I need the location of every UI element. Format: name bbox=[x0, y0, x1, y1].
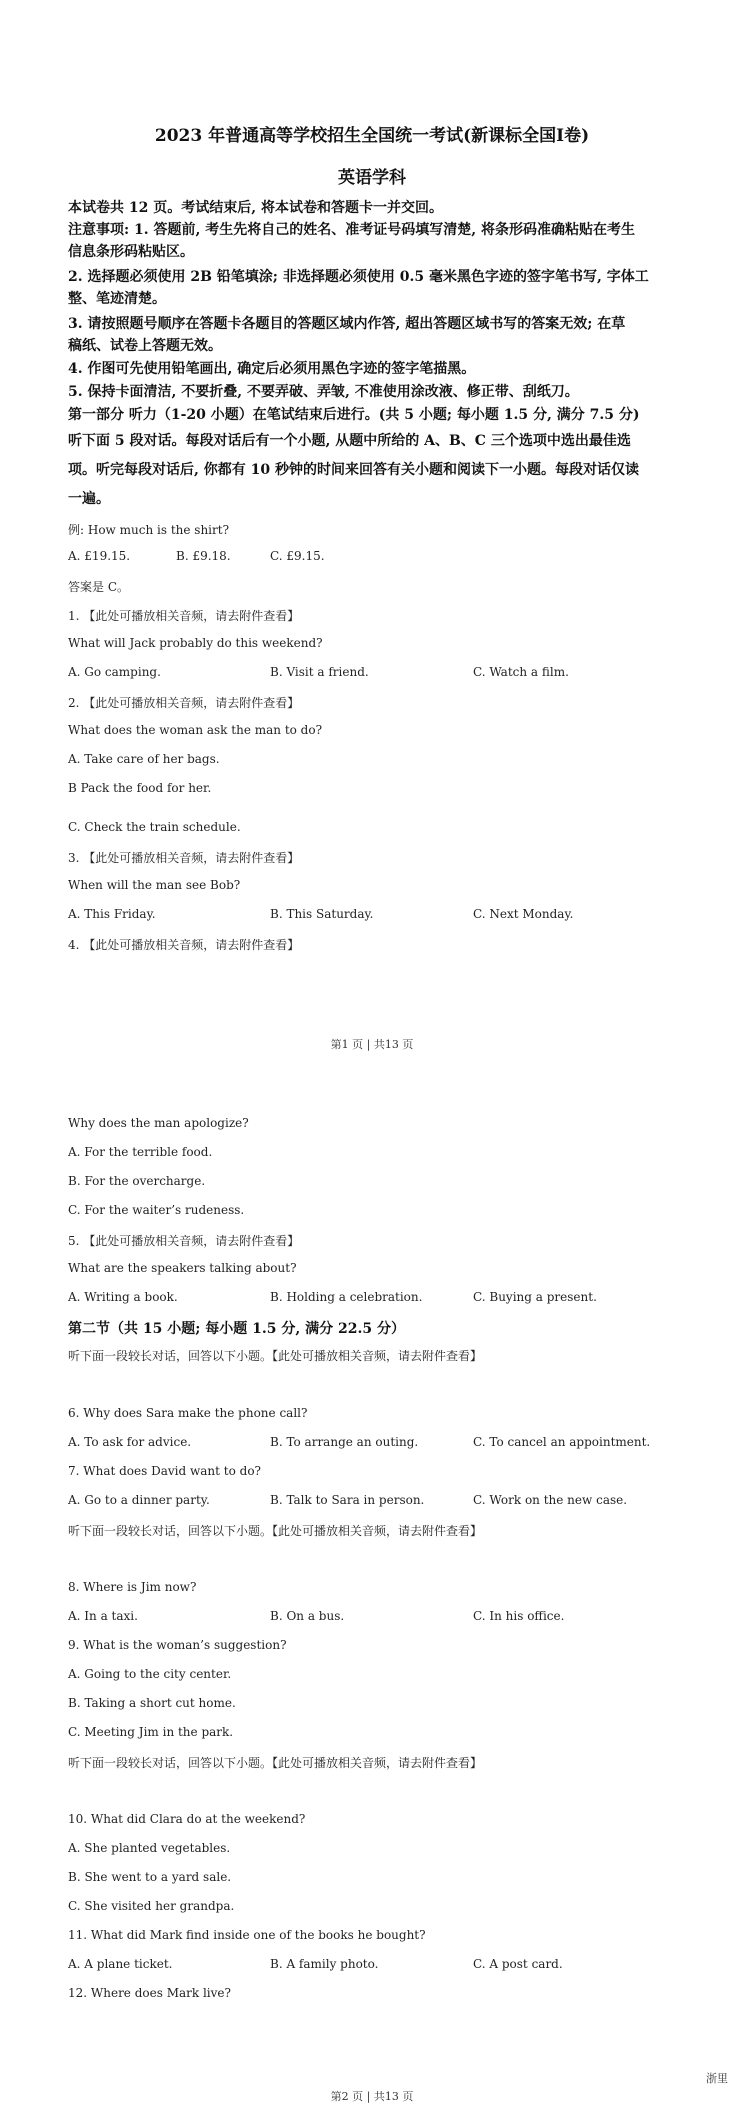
option-a: A. This Friday. bbox=[68, 907, 156, 921]
option-c: C. For the waiter’s rudeness. bbox=[68, 1203, 245, 1217]
instruction-line: 听下面 5 段对话。每段对话后有一个小题, 从题中所给的 A、B、C 三个选项中选出最佳选 bbox=[68, 433, 631, 449]
notice-line: 注意事项: 1. 答题前, 考生先将自己的姓名、准考证号码填写清楚, 将条形码准确粘贴在考生 bbox=[68, 222, 636, 238]
question-text: Why does the man apologize? bbox=[68, 1116, 249, 1130]
option-a: A. Go to a dinner party. bbox=[68, 1493, 210, 1507]
subject-title: 英语学科 bbox=[338, 168, 406, 188]
question-text: When will the man see Bob? bbox=[68, 878, 241, 892]
notice-line: 稿纸、试卷上答题无效。 bbox=[68, 338, 222, 354]
option-b: B. This Saturday. bbox=[270, 907, 374, 921]
option-b: B Pack the food for her. bbox=[68, 781, 212, 795]
option-c: C. Next Monday. bbox=[473, 907, 574, 921]
page-footer: 第2 页 | 共13 页 bbox=[330, 2090, 414, 2103]
notice-line: 2. 选择题必须使用 2B 铅笔填涂; 非选择题必须使用 0.5 毫米黑色字迹的签字笔书写, 字体工 bbox=[68, 269, 649, 285]
option-c: C. Work on the new case. bbox=[473, 1493, 628, 1507]
option-c: C. A post card. bbox=[473, 1957, 563, 1971]
audio-placeholder[interactable]: 5. 【此处可播放相关音频，请去附件查看】 bbox=[68, 1234, 300, 1248]
example-answer: 答案是 C。 bbox=[68, 580, 129, 594]
audio-placeholder[interactable]: 听下面一段较长对话，回答以下小题。【此处可播放相关音频，请去附件查看】 bbox=[68, 1349, 483, 1363]
section-heading: 第二节（共 15 小题; 每小题 1.5 分, 满分 22.5 分） bbox=[68, 1321, 405, 1337]
option-b: B. She went to a yard sale. bbox=[68, 1870, 232, 1884]
option-b: B. To arrange an outing. bbox=[270, 1435, 419, 1449]
option-b: B. Talk to Sara in person. bbox=[270, 1493, 425, 1507]
notice-line: 5. 保持卡面清洁, 不要折叠, 不要弄破、弄皱, 不准使用涂改液、修正带、刮纸刀。 bbox=[68, 384, 579, 400]
notice-line: 本试卷共 12 页。考试结束后, 将本试卷和答题卡一并交回。 bbox=[68, 200, 443, 216]
question-text: What are the speakers talking about? bbox=[68, 1261, 297, 1275]
example-option-c: C. £9.15. bbox=[270, 549, 325, 563]
option-a: A. Writing a book. bbox=[68, 1290, 178, 1304]
option-b: B. Visit a friend. bbox=[270, 665, 369, 679]
instruction-line: 一遍。 bbox=[68, 491, 110, 507]
option-c: C. Meeting Jim in the park. bbox=[68, 1725, 234, 1739]
option-c: C. Check the train schedule. bbox=[68, 820, 241, 834]
option-a: A. She planted vegetables. bbox=[68, 1841, 231, 1855]
option-c: C. She visited her grandpa. bbox=[68, 1899, 235, 1913]
question-text: 11. What did Mark find inside one of the books he bought? bbox=[68, 1928, 426, 1942]
option-c: C. Buying a present. bbox=[473, 1290, 597, 1304]
option-b: B. Holding a celebration. bbox=[270, 1290, 423, 1304]
option-a: A. To ask for advice. bbox=[68, 1435, 192, 1449]
option-b: B. On a bus. bbox=[270, 1609, 345, 1623]
audio-placeholder[interactable]: 2. 【此处可播放相关音频，请去附件查看】 bbox=[68, 696, 300, 710]
notice-line: 信息条形码粘贴区。 bbox=[68, 244, 194, 260]
option-a: A. A plane ticket. bbox=[68, 1957, 173, 1971]
audio-placeholder[interactable]: 听下面一段较长对话，回答以下小题。【此处可播放相关音频，请去附件查看】 bbox=[68, 1524, 483, 1538]
question-text: 9. What is the woman’s suggestion? bbox=[68, 1638, 287, 1652]
notice-line: 4. 作图可先使用铅笔画出, 确定后必须用黑色字迹的签字笔描黑。 bbox=[68, 361, 476, 377]
part1-heading: 第一部分 听力（1-20 小题）在笔试结束后进行。(共 5 小题; 每小题 1.5 分, 满分 7.5 分) bbox=[68, 407, 640, 423]
question-text: 6. Why does Sara make the phone call? bbox=[68, 1406, 308, 1420]
option-a: A. For the terrible food. bbox=[68, 1145, 213, 1159]
option-a: A. Take care of her bags. bbox=[68, 752, 220, 766]
audio-placeholder[interactable]: 1. 【此处可播放相关音频，请去附件查看】 bbox=[68, 609, 300, 623]
option-b: B. For the overcharge. bbox=[68, 1174, 206, 1188]
option-c: C. Watch a film. bbox=[473, 665, 569, 679]
notice-line: 整、笔迹清楚。 bbox=[68, 291, 166, 307]
audio-placeholder[interactable]: 3. 【此处可播放相关音频，请去附件查看】 bbox=[68, 851, 300, 865]
question-text: 10. What did Clara do at the weekend? bbox=[68, 1812, 306, 1826]
question-text: 12. Where does Mark live? bbox=[68, 1986, 231, 2000]
example-option-a: A. £19.15. bbox=[68, 549, 131, 563]
question-text: 7. What does David want to do? bbox=[68, 1464, 261, 1478]
question-text: What will Jack probably do this weekend? bbox=[68, 636, 323, 650]
question-text: 8. Where is Jim now? bbox=[68, 1580, 197, 1594]
option-a: A. In a taxi. bbox=[68, 1609, 138, 1623]
option-b: B. A family photo. bbox=[270, 1957, 379, 1971]
question-text: What does the woman ask the man to do? bbox=[68, 723, 323, 737]
option-c: C. To cancel an appointment. bbox=[473, 1435, 651, 1449]
option-a: A. Going to the city center. bbox=[68, 1667, 232, 1681]
audio-placeholder[interactable]: 听下面一段较长对话，回答以下小题。【此处可播放相关音频，请去附件查看】 bbox=[68, 1756, 483, 1770]
option-b: B. Taking a short cut home. bbox=[68, 1696, 236, 1710]
example-option-b: B. £9.18. bbox=[176, 549, 231, 563]
option-c: C. In his office. bbox=[473, 1609, 565, 1623]
watermark-text: 浙里 bbox=[706, 2072, 728, 2085]
option-a: A. Go camping. bbox=[68, 665, 161, 679]
instruction-line: 项。听完每段对话后, 你都有 10 秒钟的时间来回答有关小题和阅读下一小题。每段对话仅读 bbox=[68, 462, 639, 478]
notice-line: 3. 请按照题号顺序在答题卡各题目的答题区域内作答, 超出答题区域书写的答案无效; 在草 bbox=[68, 316, 626, 332]
example-question: 例: How much is the shirt? bbox=[68, 523, 229, 537]
exam-title: 2023 年普通高等学校招生全国统一考试(新课标全国Ⅰ卷) bbox=[154, 126, 590, 146]
audio-placeholder[interactable]: 4. 【此处可播放相关音频，请去附件查看】 bbox=[68, 938, 300, 952]
page-footer: 第1 页 | 共13 页 bbox=[330, 1038, 414, 1051]
